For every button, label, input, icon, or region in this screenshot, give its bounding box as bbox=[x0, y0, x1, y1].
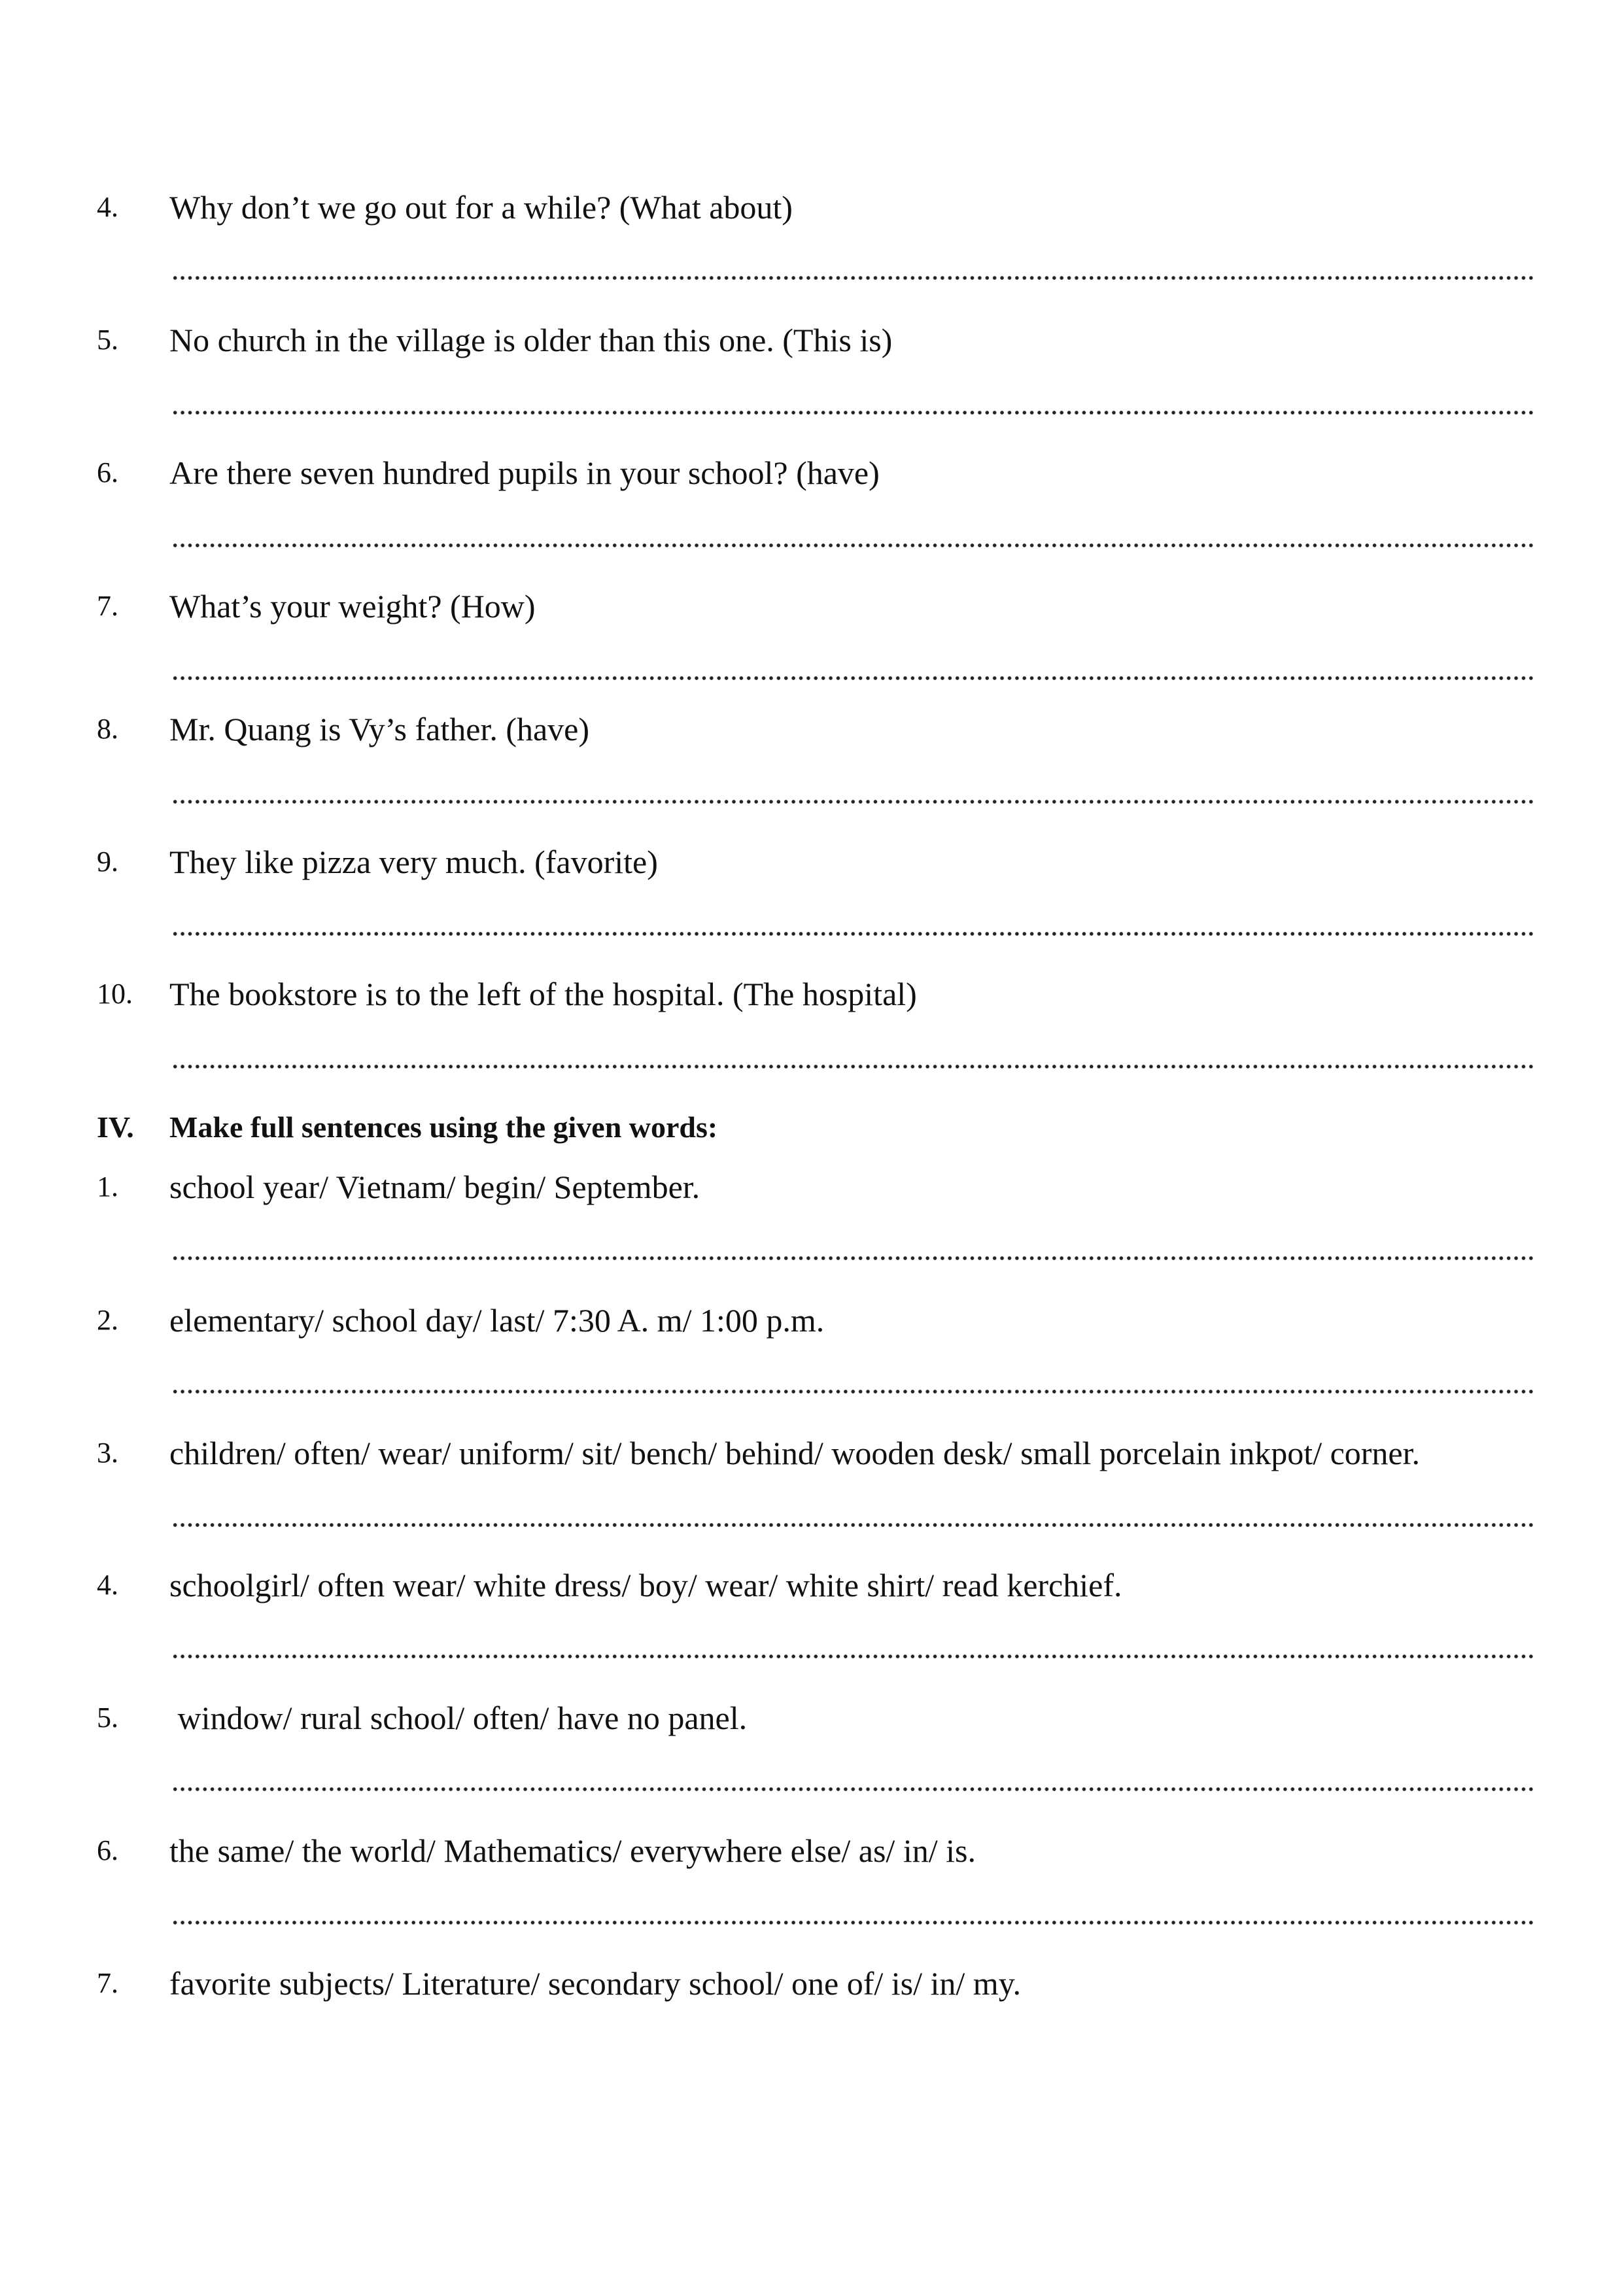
item-number: 6. bbox=[97, 456, 118, 488]
rewrite-item bbox=[0, 587, 1624, 645]
item-prompt: No church in the village is older than this one. (This is) bbox=[169, 322, 893, 358]
item-number: 2. bbox=[97, 1304, 118, 1336]
sentence-item bbox=[0, 1433, 1624, 1492]
item-prompt: elementary/ school day/ last/ 7:30 A. m/ 1:00 p.m. bbox=[169, 1302, 825, 1339]
answer-line[interactable] bbox=[171, 931, 1534, 936]
answer-line[interactable] bbox=[171, 1654, 1534, 1659]
item-prompt: children/ often/ wear/ uniform/ sit/ bench/ behind/ wooden desk/ small porcelain inkpot/ corner. bbox=[169, 1435, 1421, 1471]
item-prompt: What’s your weight? (How) bbox=[169, 588, 536, 625]
answer-line[interactable] bbox=[171, 1787, 1534, 1792]
item-prompt: window/ rural school/ often/ have no panel. bbox=[169, 1700, 748, 1736]
item-number: 1. bbox=[97, 1171, 118, 1203]
item-prompt: Are there seven hundred pupils in your school? (have) bbox=[169, 454, 880, 491]
answer-line[interactable] bbox=[171, 799, 1534, 804]
item-prompt: Why don’t we go out for a while? (What about) bbox=[169, 189, 793, 226]
item-prompt: the same/ the world/ Mathematics/ everywhere else/ as/ in/ is. bbox=[169, 1832, 976, 1869]
answer-line[interactable] bbox=[171, 1256, 1534, 1261]
item-number: 6. bbox=[97, 1834, 118, 1866]
item-number: 5. bbox=[97, 324, 118, 356]
item-prompt: They like pizza very much. (favorite) bbox=[169, 844, 658, 880]
rewrite-item bbox=[0, 974, 1624, 1033]
item-number: 4. bbox=[97, 1569, 118, 1601]
item-number: 10. bbox=[97, 978, 133, 1010]
rewrite-item bbox=[0, 320, 1624, 379]
item-prompt: schoolgirl/ often wear/ white dress/ boy/ wear/ white shirt/ read kerchief. bbox=[169, 1567, 1122, 1603]
sentence-item bbox=[0, 1698, 1624, 1757]
rewrite-item bbox=[0, 842, 1624, 901]
sentence-item bbox=[0, 1301, 1624, 1360]
item-prompt: Mr. Quang is Vy’s father. (have) bbox=[169, 711, 590, 747]
item-prompt: favorite subjects/ Literature/ secondary school/ one of/ is/ in/ my. bbox=[169, 1965, 1021, 2002]
sentence-item bbox=[0, 1831, 1624, 1890]
item-number: 4. bbox=[97, 191, 118, 223]
answer-line[interactable] bbox=[171, 1522, 1534, 1528]
section-numeral: IV. bbox=[97, 1110, 134, 1144]
item-number: 7. bbox=[97, 1967, 118, 1999]
rewrite-item bbox=[0, 710, 1624, 768]
answer-line[interactable] bbox=[171, 1389, 1534, 1394]
answer-line[interactable] bbox=[171, 1064, 1534, 1069]
sentence-item bbox=[0, 1566, 1624, 1624]
item-prompt: The bookstore is to the left of the hospital. (The hospital) bbox=[169, 976, 917, 1012]
item-number: 7. bbox=[97, 590, 118, 622]
item-number: 9. bbox=[97, 846, 118, 878]
rewrite-item bbox=[0, 188, 1624, 247]
answer-line[interactable] bbox=[171, 275, 1534, 281]
section-title: Make full sentences using the given words: bbox=[169, 1110, 718, 1144]
answer-line[interactable] bbox=[171, 1920, 1534, 1925]
answer-line[interactable] bbox=[171, 676, 1534, 681]
section-heading bbox=[0, 1108, 1624, 1167]
item-prompt: school year/ Vietnam/ begin/ September. bbox=[169, 1169, 700, 1205]
answer-line[interactable] bbox=[171, 410, 1534, 415]
answer-line[interactable] bbox=[171, 543, 1534, 548]
sentence-item bbox=[0, 1167, 1624, 1226]
rewrite-item bbox=[0, 453, 1624, 512]
item-number: 8. bbox=[97, 713, 118, 745]
item-number: 5. bbox=[97, 1702, 118, 1734]
item-number: 3. bbox=[97, 1437, 118, 1469]
sentence-item bbox=[0, 1964, 1624, 2023]
